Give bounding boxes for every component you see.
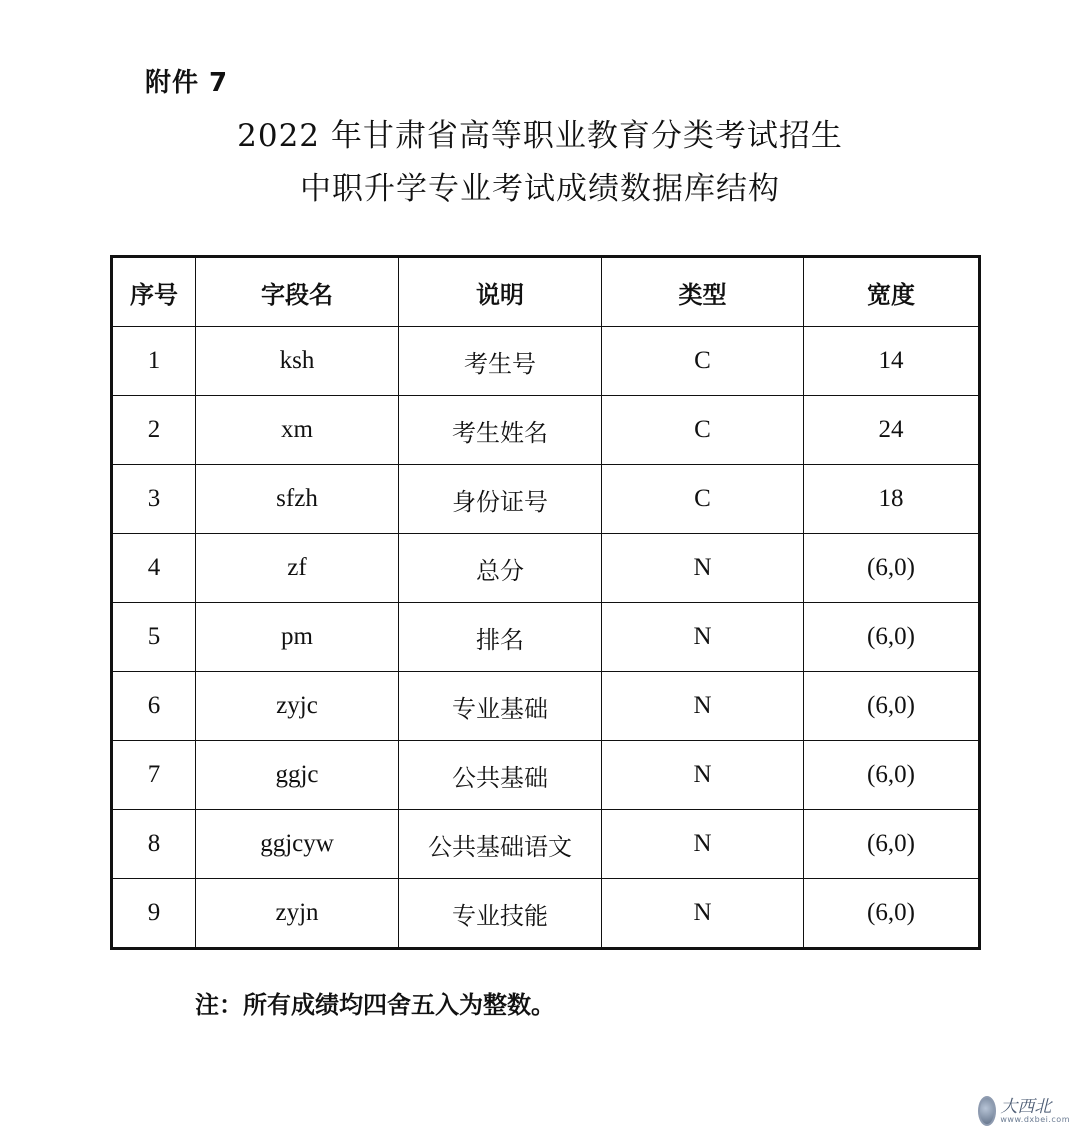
attachment-label: 附件 7	[145, 68, 229, 98]
cell-field-name: ksh	[196, 327, 399, 396]
document-title-line-1: 2022 年甘肃省高等职业教育分类考试招生	[237, 118, 843, 154]
cell-type: C	[602, 327, 804, 396]
cell-width: 18	[804, 465, 980, 534]
logo-mark-icon	[978, 1096, 996, 1126]
header-description: 说明	[399, 257, 602, 327]
cell-field-name: zyjn	[196, 879, 399, 949]
cell-description: 专业基础	[399, 672, 602, 741]
cell-type: N	[602, 603, 804, 672]
table-note: 注：所有成绩均四舍五入为整数。	[195, 991, 555, 1019]
table-header-row	[112, 257, 980, 327]
database-structure-table	[110, 255, 981, 950]
table-row	[112, 327, 980, 396]
cell-width: (6,0)	[804, 810, 980, 879]
table-row	[112, 396, 980, 465]
database-structure-table-container	[110, 255, 978, 950]
cell-width: (6,0)	[804, 879, 980, 949]
cell-field-name: sfzh	[196, 465, 399, 534]
table-row	[112, 879, 980, 949]
cell-field-name: ggjcyw	[196, 810, 399, 879]
cell-type: N	[602, 741, 804, 810]
cell-type: N	[602, 534, 804, 603]
cell-field-name: pm	[196, 603, 399, 672]
document-title-line-2: 中职升学专业考试成绩数据库结构	[300, 171, 780, 207]
cell-description: 身份证号	[399, 465, 602, 534]
cell-field-name: xm	[196, 396, 399, 465]
site-watermark	[978, 1093, 1070, 1129]
cell-index: 7	[112, 741, 196, 810]
table-row	[112, 741, 980, 810]
cell-index: 3	[112, 465, 196, 534]
table-row	[112, 672, 980, 741]
cell-width: (6,0)	[804, 534, 980, 603]
cell-index: 5	[112, 603, 196, 672]
cell-index: 1	[112, 327, 196, 396]
cell-description: 公共基础语文	[399, 810, 602, 879]
cell-description: 专业技能	[399, 879, 602, 949]
table-row	[112, 534, 980, 603]
header-width: 宽度	[804, 257, 980, 327]
cell-type: N	[602, 879, 804, 949]
cell-type: N	[602, 672, 804, 741]
cell-field-name: zf	[196, 534, 399, 603]
table-row	[112, 603, 980, 672]
cell-field-name: ggjc	[196, 741, 399, 810]
cell-index: 9	[112, 879, 196, 949]
cell-width: (6,0)	[804, 741, 980, 810]
watermark-site-name: 大西北	[1000, 1096, 1052, 1117]
cell-type: C	[602, 396, 804, 465]
cell-description: 考生号	[399, 327, 602, 396]
header-index: 序号	[112, 257, 196, 327]
cell-description: 考生姓名	[399, 396, 602, 465]
cell-field-name: zyjc	[196, 672, 399, 741]
header-field-name: 字段名	[196, 257, 399, 327]
cell-index: 8	[112, 810, 196, 879]
table-row	[112, 810, 980, 879]
watermark-site-url: www.dxbei.com	[1000, 1114, 1070, 1124]
cell-description: 公共基础	[399, 741, 602, 810]
cell-type: C	[602, 465, 804, 534]
cell-description: 总分	[399, 534, 602, 603]
header-type: 类型	[602, 257, 804, 327]
cell-index: 4	[112, 534, 196, 603]
watermark-text-group	[1000, 1096, 1070, 1124]
cell-description: 排名	[399, 603, 602, 672]
cell-type: N	[602, 810, 804, 879]
cell-width: 14	[804, 327, 980, 396]
cell-index: 6	[112, 672, 196, 741]
cell-index: 2	[112, 396, 196, 465]
cell-width: 24	[804, 396, 980, 465]
cell-width: (6,0)	[804, 672, 980, 741]
table-row	[112, 465, 980, 534]
cell-width: (6,0)	[804, 603, 980, 672]
